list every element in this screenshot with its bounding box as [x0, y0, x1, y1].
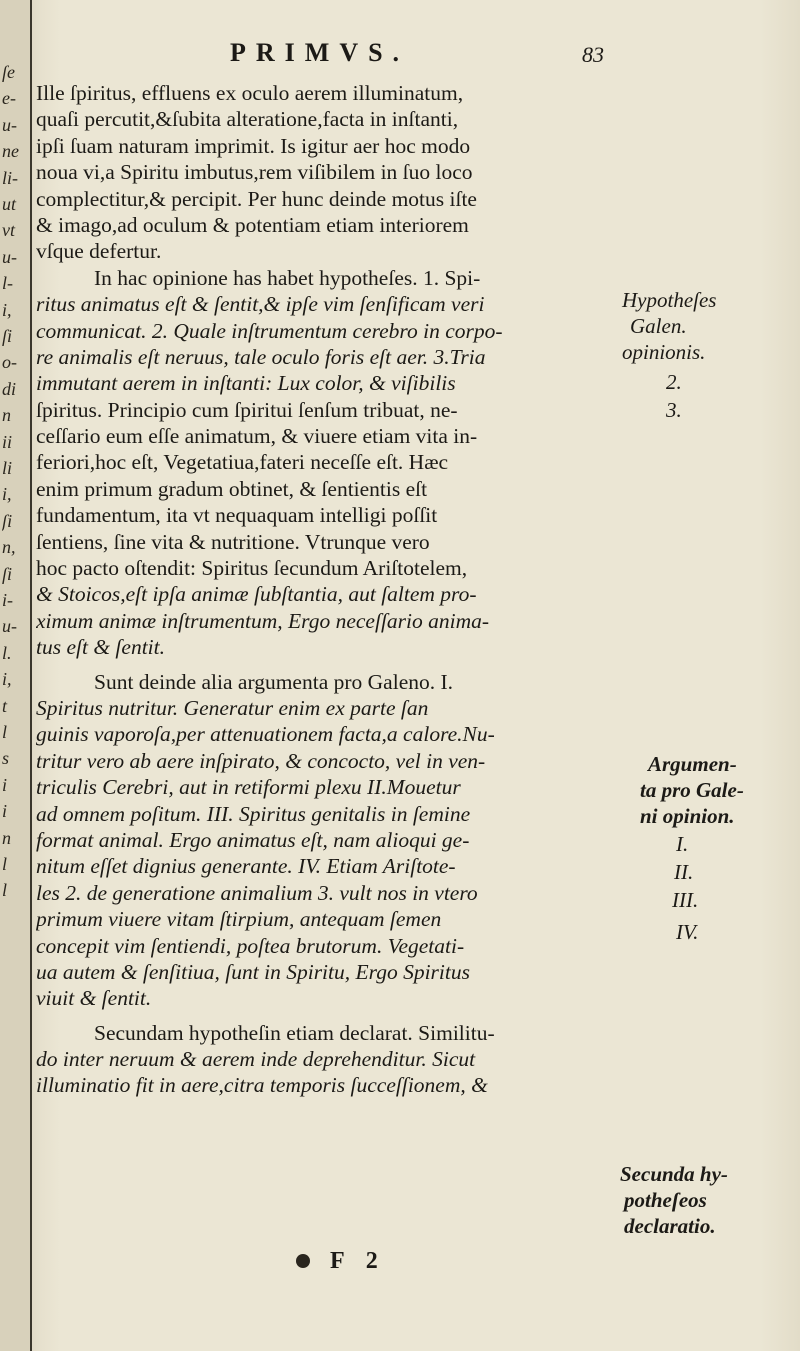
text-line: viuit & ſentit.: [36, 986, 152, 1011]
paragraph-gap: [36, 1012, 614, 1020]
running-head: PRIMVS.: [230, 38, 410, 67]
prev-page-fragment: n,: [2, 537, 16, 558]
paragraph-gap: [36, 661, 614, 669]
text-line: fundamentum, ita vt nequaquam intelligi poſſit: [36, 503, 438, 528]
prev-page-fragment: e-: [2, 88, 16, 109]
prev-page-fragment: i: [2, 774, 8, 795]
signature-mark: F 2: [330, 1248, 386, 1274]
margin-note-secunda-1: Secunda hy-: [620, 1162, 728, 1186]
text-line: tus eſt & ſentit.: [36, 635, 165, 660]
prev-page-fragment: li-: [2, 167, 18, 188]
text-line: primum viuere vitam ſtirpium, antequam ſemen: [36, 907, 442, 932]
text-line: do inter neruum & aerem inde deprehenditur. Sicut: [36, 1047, 476, 1072]
prev-page-fragment: s: [2, 748, 10, 769]
text-line: quaſi percutit,&ſubita alteratione,facta in inſtanti,: [36, 107, 459, 132]
text-line: ipſi ſuam naturam imprimit. Is igitur aer hoc modo: [36, 133, 471, 158]
margin-note-3: 3.: [666, 398, 682, 422]
text-line: complectitur,& percipit. Per hunc deinde motus iſte: [36, 186, 477, 211]
prev-page-fragment: ſe: [2, 62, 15, 82]
previous-page-edge: [0, 0, 32, 1351]
text-line: communicat. 2. Quale inſtrumentum cerebro in corpo-: [36, 318, 503, 343]
text-line: re animalis eſt neruus, tale oculo foris eſt aer. 3.Tria: [36, 344, 486, 369]
prev-page-fragment: i-: [2, 590, 13, 610]
prev-page-fragment: i,: [2, 484, 12, 505]
text-line: nitum eſſet dignius generante. IV. Etiam Ariſtote-: [36, 854, 456, 879]
text-line: Ille ſpiritus, effluens ex oculo aerem illuminatum,: [36, 81, 464, 105]
margin-note-argumenta-2: ta pro Gale-: [640, 778, 744, 802]
text-line: ximum animæ inſtrumentum, Ergo neceſſario anima-: [36, 608, 490, 633]
prev-page-fragment: i,: [2, 669, 12, 690]
text-line: Spiritus nutritur. Generatur enim ex parte ſan: [36, 695, 429, 720]
prev-page-fragment: n: [2, 827, 11, 848]
text-line: immutant aerem in inſtanti: Lux color, & viſibilis: [36, 371, 456, 396]
margin-note-opinionis: opinionis.: [622, 340, 706, 364]
prev-page-fragment: l.: [2, 642, 12, 663]
prev-page-fragment: ſi: [2, 563, 13, 584]
prev-page-fragment: n: [2, 405, 11, 426]
text-line: ſpiritus. Principio cum ſpiritui ſenſum tribuat, ne-: [36, 397, 458, 422]
prev-page-fragment: u-: [2, 114, 17, 135]
prev-page-fragment: u-: [2, 616, 17, 637]
prev-page-fragment: ſi: [2, 326, 13, 346]
margin-note-secunda-3: declaratio.: [624, 1214, 716, 1238]
text-line: tritur vero ab aere inſpirato, & concocto, vel in ven-: [36, 748, 486, 773]
margin-note-2: 2.: [666, 370, 682, 394]
prev-page-fragment: u-: [2, 246, 17, 267]
prev-page-fragment: i: [2, 801, 8, 822]
ornament-mark: [296, 1254, 310, 1268]
margin-note-hypotheses: Hypotheſes: [622, 288, 717, 312]
prev-page-fragment: i,: [2, 299, 12, 320]
margin-note-roman-2: II.: [674, 860, 694, 884]
text-line: enim primum gradum obtinet, & ſentientis eſt: [36, 476, 428, 501]
text-line: ſentiens, ſine vita & nutritione. Vtrunque vero: [36, 529, 430, 554]
margin-note-galen: Galen.: [630, 314, 687, 338]
text-line: ritus animatus eſt & ſentit,& ipſe vim ſenſificam veri: [36, 292, 485, 317]
margin-note-argumenta-3: ni opinion.: [640, 804, 735, 828]
text-line: noua vi,a Spiritu imbutus,rem viſibilem in ſuo loco: [36, 160, 473, 185]
prev-page-fragment: t: [2, 695, 8, 716]
prev-page-fragment: li: [2, 458, 13, 478]
page-number: 83: [582, 42, 604, 67]
margin-note-argumenta-1: Argumen-: [648, 752, 737, 776]
main-text-column: [36, 80, 614, 1099]
prev-page-fragment: ne: [2, 141, 19, 162]
text-line: vſque defertur.: [36, 239, 162, 264]
text-line: Secundam hypotheſin etiam declarat. Similitu-: [94, 1020, 495, 1045]
text-line: ad omnem poſitum. III. Spiritus genitalis in ſemine: [36, 801, 471, 826]
prev-page-fragment: di: [2, 378, 17, 399]
prev-page-fragment: o-: [2, 352, 17, 373]
text-line: & imago,ad oculum & potentiam etiam interiorem: [36, 212, 469, 237]
text-line: concepit vim ſentiendi, poſtea brutorum. Vegetati-: [36, 933, 465, 958]
prev-page-fragment: vt: [2, 220, 15, 241]
text-line: Sunt deinde alia argumenta pro Galeno. I.: [94, 669, 454, 694]
text-line: In hac opinione has habet hypotheſes. 1. Spi-: [94, 265, 481, 290]
text-line: illuminatio fit in aere,citra temporis ſucceſſionem, &: [36, 1073, 488, 1098]
page-header: [0, 38, 800, 74]
text-line: guinis vaporoſa,per attenuationem facta,a calore.Nu-: [36, 722, 495, 747]
text-line: & Stoicos,eſt ipſa animæ ſubſtantia, aut ſaltem pro-: [36, 582, 477, 607]
prev-page-fragment: l: [2, 722, 8, 742]
text-line: ceſſario eum eſſe animatum, & viuere etiam vita in-: [36, 424, 478, 449]
prev-page-fragment: l-: [2, 273, 13, 294]
prev-page-fragment: l: [2, 854, 8, 874]
margin-note-roman-1: I.: [676, 832, 689, 856]
margin-note-secunda-2: potheſeos: [624, 1188, 707, 1212]
text-line: ua autem & ſenſitiua, ſunt in Spiritu, Ergo Spiritus: [36, 959, 470, 984]
text-line: format animal. Ergo animatus eſt, nam alioqui ge-: [36, 827, 470, 852]
prev-page-fragment: ii: [2, 431, 13, 452]
text-line: hoc pacto oſtendit: Spiritus ſecundum Ariſtotelem,: [36, 556, 468, 581]
prev-page-fragment: ut: [2, 194, 17, 214]
margin-note-roman-3: III.: [672, 888, 699, 912]
margin-note-roman-4: IV.: [676, 920, 699, 944]
prev-page-fragment: l: [2, 880, 8, 901]
text-line: feriori,hoc eſt, Vegetatiua,fateri neceſſe eſt. Hæc: [36, 450, 449, 475]
text-line: les 2. de generatione animalium 3. vult nos in vtero: [36, 880, 478, 905]
prev-page-fragment: ʃi: [2, 510, 13, 531]
text-line: triculis Cerebri, aut in retiformi plexu II.Mouetur: [36, 775, 461, 800]
